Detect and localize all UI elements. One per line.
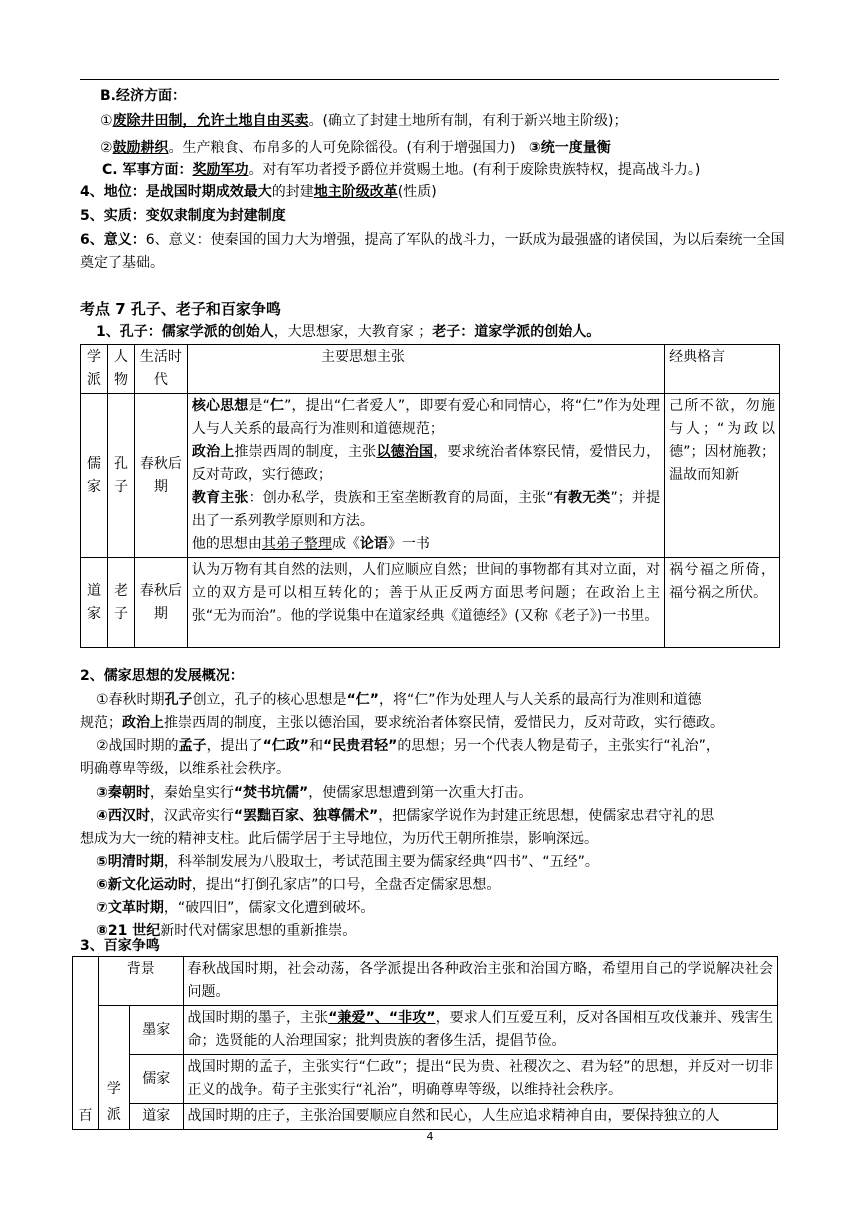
- mohist-label: 墨家: [129, 1006, 183, 1055]
- background-text: 春秋战国时期，社会动荡，各学派提出各种政治主张和治国方略，希望用自己的学说解决社会问题。: [183, 957, 777, 1006]
- military-item: C. 军事方面：奖励军功。对有军功者授予爵位并赏赐土地。(有利于废除贵族特权，提高战斗力。): [102, 162, 701, 178]
- essence-line: 5、实质：变奴隶制度为封建制度: [80, 208, 286, 224]
- confucian-item-3: ③秦朝时，秦始皇实行“焚书坑儒”，使儒家思想遭到第一次重大打击。: [96, 785, 533, 801]
- econ-heading: B.经济方面：: [100, 88, 186, 104]
- background-label: 背景: [98, 957, 183, 1006]
- hundred-heading: 3、百家争鸣: [80, 938, 160, 954]
- confucian-heading: 2、儒家思想的发展概况：: [80, 668, 244, 684]
- confucian-item-1b: 规范；政治上推崇西周的制度，主张以德治国，要求统治者体察民情，爱惜民力，反对苛政，实行德政。: [80, 715, 724, 731]
- schools-group-label: 学派: [98, 1006, 129, 1130]
- confucian-item-6: ⑥新文化运动时，提出“打倒孔家店”的口号，全盘否定儒家思想。: [96, 877, 501, 893]
- philosophers-table: [80, 344, 780, 648]
- era-confucius: 春秋后期: [134, 394, 187, 558]
- hundred-col-label: 百: [73, 957, 99, 1130]
- th-quotes: 经典格言: [665, 345, 780, 394]
- confucian-item-4b: 想成为大一统的精神支柱。此后儒学居于主导地位，为历代王朝所推崇，影响深远。: [80, 831, 598, 847]
- header-rule: [80, 79, 779, 80]
- ideas-laozi: 认为万物有其自然的法则，人们应顺应自然；世间的事物都有其对立面，对立的双方是可以相互转化的；善于从正反两方面思考问题；在政治上主张“无为而治”。他的学说集中在道家经典《道德经》(又称《老子》)一书里。: [187, 558, 664, 648]
- meaning-line-2: 奠定了基础。: [80, 255, 164, 271]
- page-number: 4: [426, 1130, 434, 1143]
- quotes-laozi: 祸兮福之所倚，福兮祸之所伏。: [665, 558, 780, 648]
- era-laozi: 春秋后期: [134, 558, 187, 648]
- th-school: 学派: [81, 345, 108, 394]
- quotes-confucius: 己所不欲，勿施与人；“为政以德”；因材施教；温故而知新: [665, 394, 780, 558]
- confucian-item-4: ④西汉时，汉武帝实行“罢黜百家、独尊儒术”，把儒家学说作为封建正统思想，使儒家忠君守礼的思: [96, 808, 715, 824]
- person-laozi: 老子: [107, 558, 134, 648]
- confucian-text: 战国时期的孟子，主张实行“仁政”；提出“民为贵、社稷次之、君为轻”的思想，并反对一切非正义的战争。荀子主张实行“礼治”，明确尊卑等级，以维持社会秩序。: [183, 1055, 777, 1104]
- daoist-text: 战国时期的庄子，主张治国要顺应自然和民心，人生应追求精神自由，要保持独立的人: [183, 1104, 777, 1130]
- econ-item-1: ①废除井田制，允许土地自由买卖。(确立了封建土地所有制，有利于新兴地主阶级)；: [100, 113, 628, 129]
- confucian-item-5: ⑤明清时期，科举制发展为八股取士，考试范围主要为儒家经典“四书”、“五经”。: [96, 854, 599, 870]
- th-person: 人物: [107, 345, 134, 394]
- th-era: 生活时代: [134, 345, 187, 394]
- mohist-text: 战国时期的墨子，主张“兼爱”、“非攻”，要求人们互爱互利，反对各国相互攻伐兼并、残害生命；选贤能的人治理国家；批判贵族的奢侈生活，提倡节俭。: [183, 1006, 777, 1055]
- confucian-label: 儒家: [129, 1055, 183, 1104]
- daoist-label: 道家: [129, 1104, 183, 1130]
- meaning-line-1: 6、意义：6、意义：使秦国的国力大为增强，提高了军队的战斗力，一跃成为最强盛的诸侯国，为以后秦统一全国: [80, 232, 785, 248]
- confucian-item-1: ①春秋时期孔子创立，孔子的核心思想是“仁”，将“仁”作为处理人与人关系的最高行为准则和道德: [96, 692, 702, 708]
- confucian-item-7: ⑦文革时期，“破四旧”，儒家文化遭到破坏。: [96, 900, 375, 916]
- person-confucius: 孔子: [107, 394, 134, 558]
- section-intro: 1、孔子：儒家学派的创始人，大思想家，大教育家 ；老子：道家学派的创始人。: [96, 324, 601, 340]
- econ-item-2: ②鼓励耕织。生产粮食、布帛多的人可免除徭役。(有利于增强国力) ③统一度量衡: [100, 140, 611, 156]
- confucian-item-2: ②战国时期的孟子，提出了“仁政”和“民贵君轻”的思想；另一个代表人物是荀子，主张实行“礼治”，: [96, 738, 720, 754]
- hundred-schools-table: [72, 956, 778, 1130]
- section-title: 考点 7 孔子、老子和百家争鸣: [80, 300, 281, 318]
- status-line: 4、地位：是战国时期成效最大的封建地主阶级改革(性质): [80, 184, 437, 200]
- confucian-item-8: ⑧21 世纪新时代对儒家思想的重新推崇。: [96, 923, 357, 939]
- ideas-confucius: 核心思想是“仁”，提出“仁者爱人”，即要有爱心和同情心，将“仁”作为处理人与人关系的最高行为准则和道德规范； 政治上推崇西周的制度，主张以德治国，要求统治者体察民情，爱惜民力，反对苛政，实行德政； 教育主张：创办私学，贵族和王室垄断教育的局面，主张“有教无类”；并提出了一系列教学原则和方法。 他的思想由其弟子整理成《论语》一书: [187, 394, 664, 558]
- th-ideas: 主要思想主张: [187, 345, 664, 394]
- school-dao: 道家: [81, 558, 108, 648]
- confucian-item-2b: 明确尊卑等级，以维系社会秩序。: [80, 761, 290, 777]
- school-ru: 儒家: [81, 394, 108, 558]
